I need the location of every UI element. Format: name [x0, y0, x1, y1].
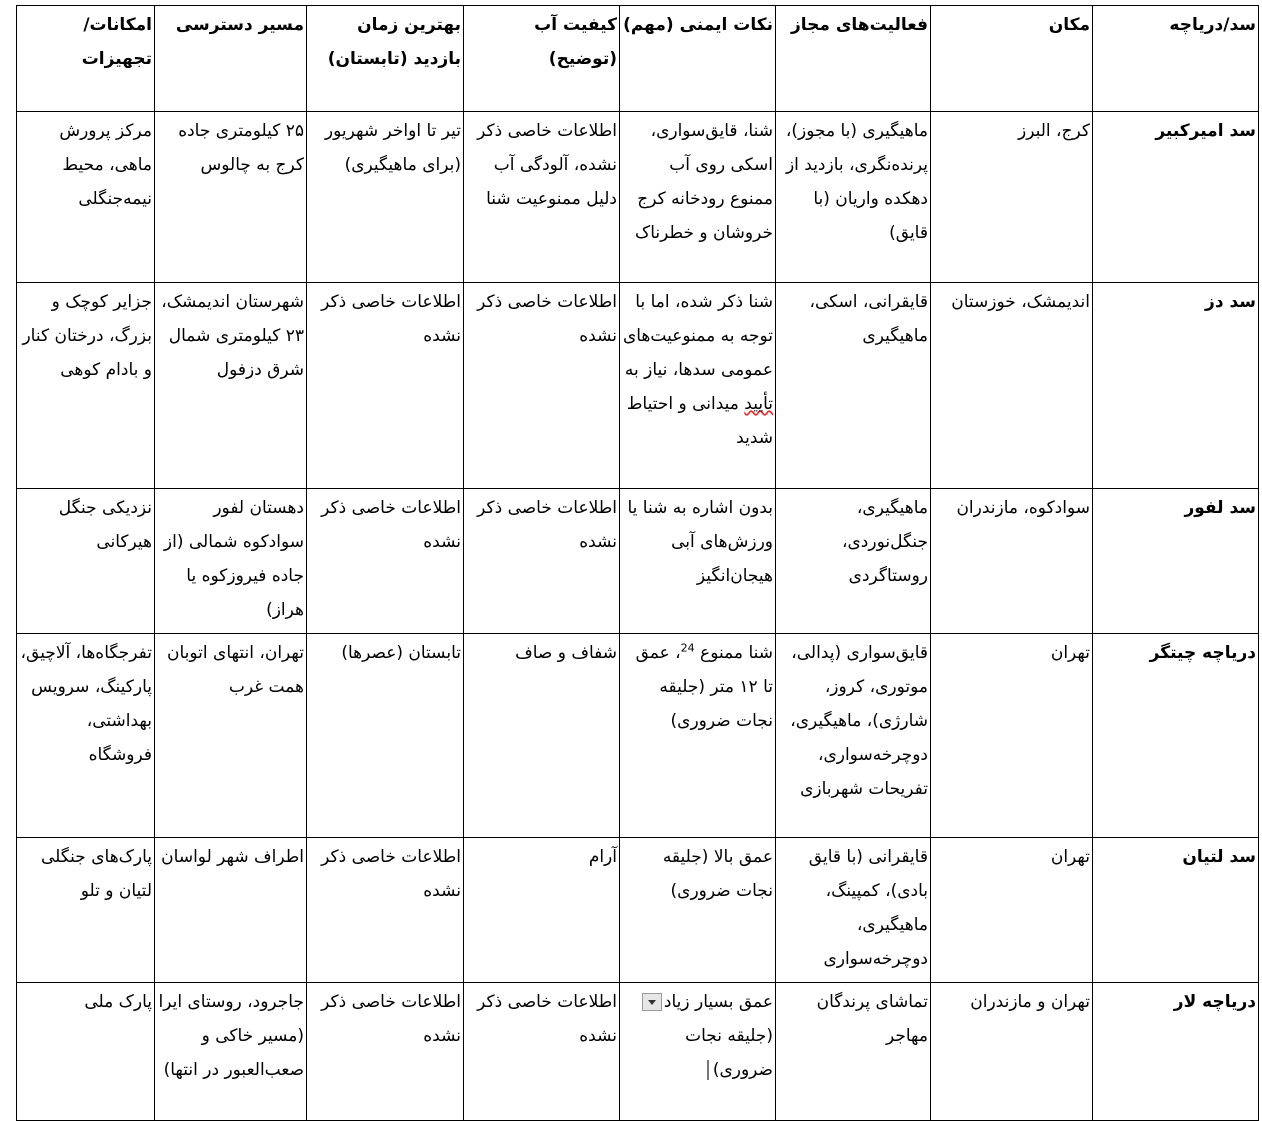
header-facilities: امکانات/تجهیزات — [17, 6, 155, 112]
cell-water-quality: اطلاعات خاصی ذکر نشده — [464, 489, 620, 634]
cell-water-quality: اطلاعات خاصی ذکر نشده — [464, 983, 620, 1121]
cell-access-route: ۲۵ کیلومتری جاده کرج به چالوس — [155, 112, 307, 283]
cell-name: سد امیرکبیر — [1093, 112, 1259, 283]
table-row — [17, 489, 1259, 634]
cell-safety — [620, 283, 776, 489]
cell-water-quality: آرام — [464, 838, 620, 983]
cell-facilities: نزدیکی جنگل هیرکانی — [17, 489, 155, 634]
cell-safety — [620, 634, 776, 838]
misspelled-word[interactable]: تأیید — [744, 394, 773, 414]
cell-activities: قایقرانی، اسکی، ماهیگیری — [776, 283, 931, 489]
cell-facilities: تفرجگاه‌ها، آلاچیق، پارکینگ، سرویس بهداشتی، فروشگاه — [17, 634, 155, 838]
header-location: مکان — [931, 6, 1093, 112]
safety-text: شنا ذکر شده، اما با توجه به ممنوعیت‌های عمومی سدها، نیاز به — [622, 292, 773, 380]
cell-access-route: اطراف شهر لواسان — [155, 838, 307, 983]
cell-safety: بدون اشاره به شنا یا ورزش‌های آبی هیجان‌انگیز — [620, 489, 776, 634]
header-access-route: مسیر دسترسی — [155, 6, 307, 112]
safety-text-end: (جلیقه نجات ضروری) — [685, 1026, 773, 1080]
safety-text-end: میدانی و احتیاط شدید — [626, 394, 773, 448]
cell-facilities: پارک ملی — [17, 983, 155, 1121]
cell-best-time: اطلاعات خاصی ذکر نشده — [307, 283, 464, 489]
cell-activities: قایق‌سواری (پدالی، موتوری، کروز، شارژی)، ماهیگیری، دوچرخه‌سواری، تفریحات شهربازی — [776, 634, 931, 838]
cell-best-time: اطلاعات خاصی ذکر نشده — [307, 983, 464, 1121]
table-row — [17, 112, 1259, 283]
header-water-quality: کیفیت آب (توضیح) — [464, 6, 620, 112]
header-safety: نکات ایمنی (مهم) — [620, 6, 776, 112]
cell-location: تهران — [931, 634, 1093, 838]
cell-best-time: اطلاعات خاصی ذکر نشده — [307, 489, 464, 634]
table-row — [17, 983, 1259, 1121]
cell-water-quality: اطلاعات خاصی ذکر نشده — [464, 283, 620, 489]
cell-facilities: پارک‌های جنگلی لتیان و تلو — [17, 838, 155, 983]
cell-name: سد لتیان — [1093, 838, 1259, 983]
cell-access-route: جاجرود، روستای ایرا (مسیر خاکی و صعب‌العبور در انتها) — [155, 983, 307, 1121]
cell-location: اندیمشک، خوزستان — [931, 283, 1093, 489]
cell-location: تهران — [931, 838, 1093, 983]
safety-text: شنا ممنوع — [694, 643, 773, 663]
cell-water-quality: اطلاعات خاصی ذکر نشده، آلودگی آب دلیل ممنوعیت شنا — [464, 112, 620, 283]
safety-text-end: ، عمق تا ۱۲ متر (جلیقه نجات ضروری) — [635, 643, 773, 731]
header-name: سد/دریاچه — [1093, 6, 1259, 112]
header-best-time: بهترین زمان بازدید (تابستان) — [307, 6, 464, 112]
cell-safety: شنا، قایق‌سواری، اسکی روی آب ممنوع رودخانه کرج خروشان و خطرناک — [620, 112, 776, 283]
cell-water-quality: شفاف و صاف — [464, 634, 620, 838]
table-row — [17, 283, 1259, 489]
safety-text: عمق بسیار زیاد — [663, 992, 773, 1012]
header-activities: فعالیت‌های مجاز — [776, 6, 931, 112]
cell-name: دریاچه لار — [1093, 983, 1259, 1121]
cell-access-route: شهرستان اندیمشک، ۲۳ کیلومتری شمال شرق دزفول — [155, 283, 307, 489]
cell-location: سوادکوه، مازندران — [931, 489, 1093, 634]
cell-best-time: تیر تا اواخر شهریور (برای ماهیگیری) — [307, 112, 464, 283]
cell-activities: تماشای پرندگان مهاجر — [776, 983, 931, 1121]
table-row — [17, 838, 1259, 983]
cell-activities: ماهیگیری (با مجوز)، پرنده‌نگری، بازدید از دهکده واریان (با قایق) — [776, 112, 931, 283]
cell-location: تهران و مازندران — [931, 983, 1093, 1121]
dams-lakes-table — [16, 5, 1259, 1121]
cell-facilities: مرکز پرورش ماهی، محیط نیمه‌جنگلی — [17, 112, 155, 283]
cell-access-route: تهران، انتهای اتوبان همت غرب — [155, 634, 307, 838]
cell-activities: قایقرانی (با قایق بادی)، کمپینگ، ماهیگیری، دوچرخه‌سواری — [776, 838, 931, 983]
cell-safety: عمق بالا (جلیقه نجات ضروری) — [620, 838, 776, 983]
cell-name: سد لفور — [1093, 489, 1259, 634]
document-page — [16, 5, 1258, 1121]
cell-activities: ماهیگیری، جنگل‌نوردی، روستاگردی — [776, 489, 931, 634]
footnote-marker[interactable]: 24 — [680, 641, 695, 655]
cell-facilities: جزایر کوچک و بزرگ، درختان کنار و بادام کوهی — [17, 283, 155, 489]
cell-best-time: اطلاعات خاصی ذکر نشده — [307, 838, 464, 983]
cell-best-time: تابستان (عصرها) — [307, 634, 464, 838]
header-row — [17, 6, 1259, 112]
cell-safety — [620, 983, 776, 1121]
text-cursor — [707, 1060, 709, 1080]
cell-name: دریاچه چیتگر — [1093, 634, 1259, 838]
cell-location: کرج، البرز — [931, 112, 1093, 283]
cell-name: سد دز — [1093, 283, 1259, 489]
cell-access-route: دهستان لفور سوادکوه شمالی (از جاده فیروزکوه یا هراز) — [155, 489, 307, 634]
autocorrect-dropdown-button[interactable] — [642, 993, 662, 1011]
table-row — [17, 634, 1259, 838]
